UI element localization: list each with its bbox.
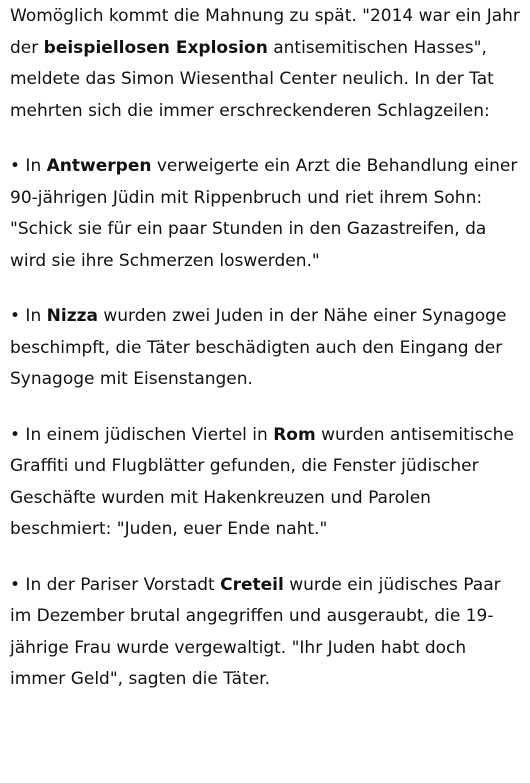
bullet-rom <box>10 420 522 546</box>
bullet-marker: • <box>10 424 21 445</box>
bullet-text-start: In einem jüdischen Viertel in <box>20 424 274 445</box>
bullet-place: Rom <box>273 424 316 445</box>
intro-text-end: antisemitischen Hasses", meldete das Simon Wiesenthal Center neulich. In der Tat mehrten sich die immer erschreckenderen Schlagzeilen: <box>10 37 494 121</box>
bullet-text-start: In <box>20 156 47 176</box>
bullet-text-start: In der Pariser Vorstadt <box>20 574 221 595</box>
bullet-place: Nizza <box>46 306 98 326</box>
intro-emphasis: beispiellosen Explosion <box>43 37 268 58</box>
bullet-text-end: wurde ein jüdisches Paar im Dezember brutal angegriffen und ausgeraubt, die 19-jährige Frau wurde vergewaltigt. "Ihr Juden habt doch immer Geld", sagten die Täter. <box>10 574 501 689</box>
bullet-text-end: wurden zwei Juden in der Nähe einer Synagoge beschimpft, die Täter beschädigten auch den Eingang der Synagoge mit Eisenstangen. <box>10 306 507 389</box>
intro-text-start: Womöglich kommt die Mahnung zu spät. "2014 war ein Jahr der <box>10 6 520 58</box>
bullet-text-end: verweigerte ein Arzt die Behandlung einer 90-jährigen Jüdin mit Rippenbruch und riet ihrem Sohn: "Schick sie für ein paar Stunden in den Gazastreifen, da wird sie ihre Schmerzen loswerden." <box>10 156 518 271</box>
intro-paragraph <box>10 1 522 127</box>
bullet-place: Antwerpen <box>46 156 152 176</box>
bullet-marker: • <box>10 306 21 326</box>
bullet-text-end: wurden antisemitische Graffiti und Flugblätter gefunden, die Fenster jüdischer Geschäfte wurden mit Hakenkreuzen und Parolen beschmiert: "Juden, euer Ende naht." <box>10 424 514 539</box>
bullet-text-start: In <box>20 306 47 326</box>
bullet-creteil <box>10 570 522 696</box>
bullet-marker: • <box>10 156 21 176</box>
bullet-antwerpen <box>10 151 522 277</box>
bullet-nizza <box>10 301 522 396</box>
bullet-marker: • <box>10 574 21 595</box>
bullet-place: Creteil <box>220 574 284 595</box>
